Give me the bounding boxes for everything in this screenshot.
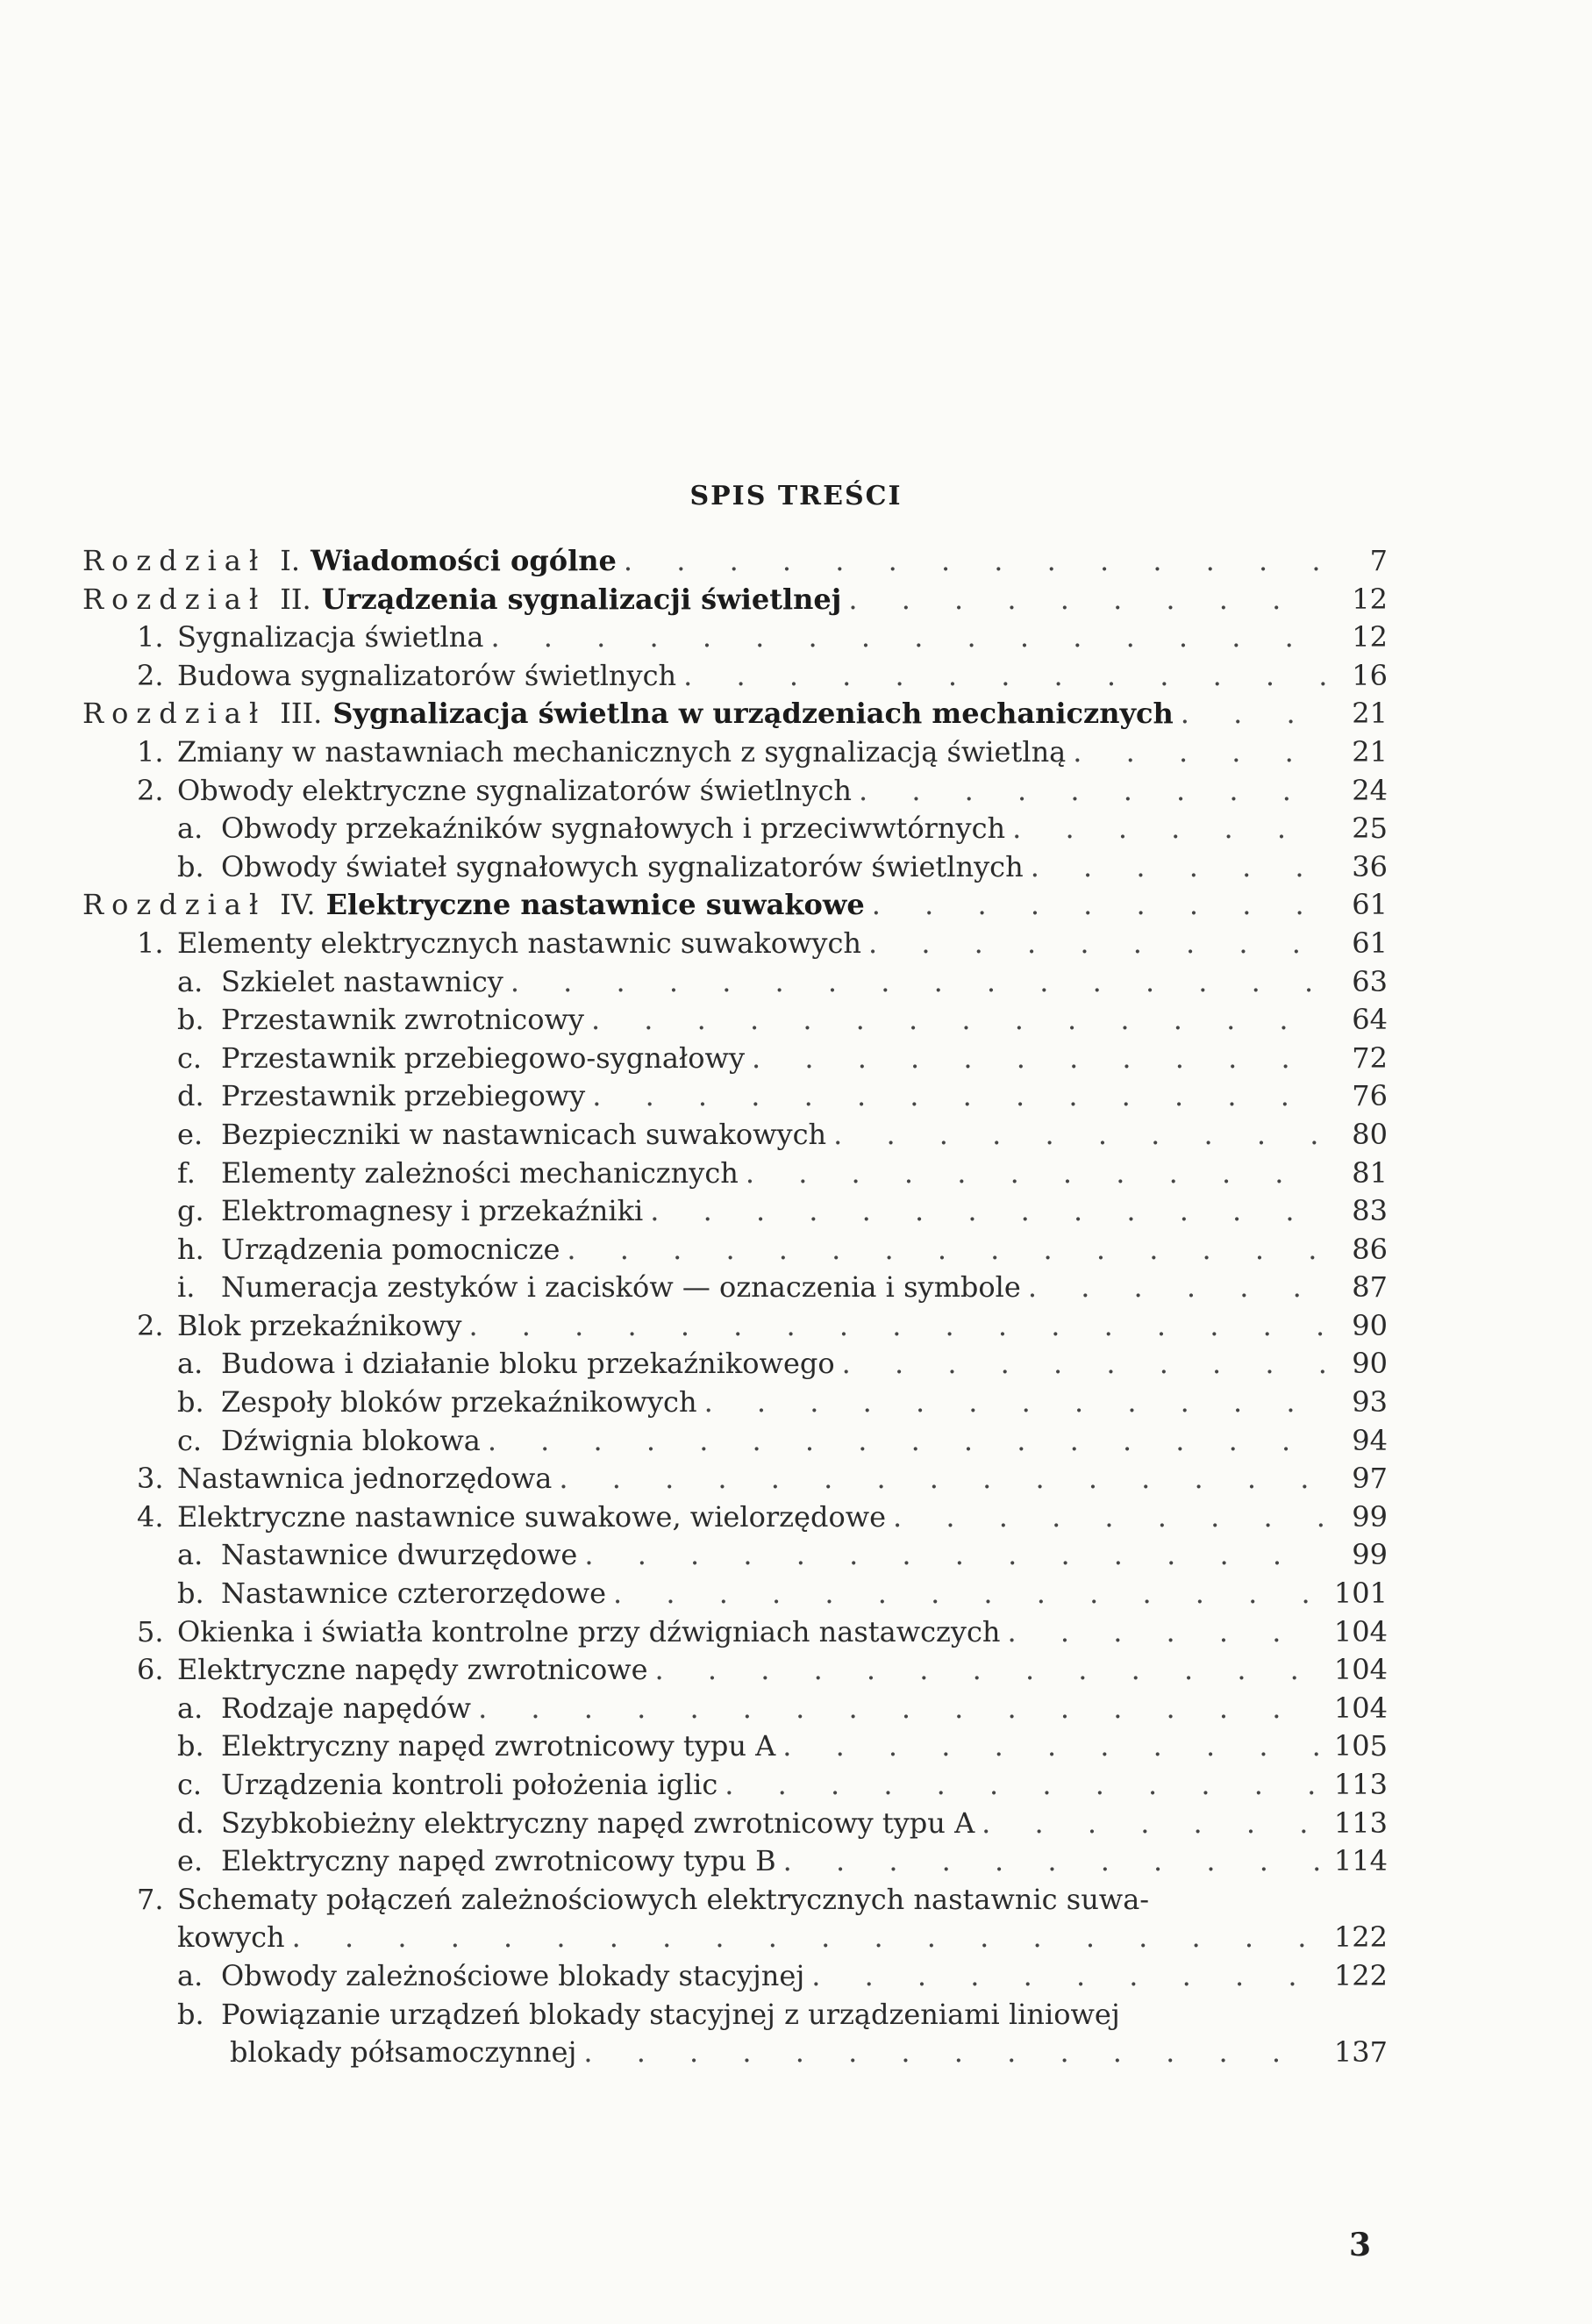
toc-entry [82, 657, 1388, 696]
entry-number: g. [177, 1194, 204, 1228]
entry-page: 113 [1333, 1806, 1388, 1840]
toc-entry [82, 772, 1388, 811]
entry-number: b. [177, 1385, 204, 1419]
entry-page: 83 [1352, 1194, 1388, 1228]
entry-number: a. [177, 812, 203, 846]
entry-number: 7. [137, 1882, 164, 1916]
entry-title: Nastawnice czterorzędowe [221, 1577, 607, 1611]
entry-title: Bezpieczniki w nastawnicach suwakowych [221, 1117, 827, 1151]
dot-leader [704, 1384, 1326, 1422]
dot-leader [752, 1040, 1326, 1078]
entry-page: 64 [1352, 1003, 1388, 1037]
entry-title: Sygnalizacja świetlna w urządzeniach mechanicznych [332, 697, 1174, 731]
entry-page: 61 [1352, 888, 1388, 922]
toc-entry [82, 1498, 1388, 1537]
entry-number: i. [177, 1270, 196, 1305]
dot-leader [567, 1231, 1326, 1269]
toc-entry [82, 1613, 1388, 1652]
entry-title: Powiązanie urządzeń blokady stacyjnej z urządzeniami liniowej [221, 1997, 1120, 2031]
entry-page: 90 [1352, 1308, 1388, 1342]
entry-number: III. [280, 697, 323, 731]
dot-leader [1181, 695, 1326, 733]
entry-title: Elementy zależności mechanicznych [221, 1155, 739, 1190]
entry-title: Rodzaje napędów [221, 1691, 472, 1725]
entry-page: 105 [1333, 1729, 1388, 1763]
toc-entry [82, 1842, 1388, 1881]
dot-leader [584, 1536, 1326, 1575]
entry-number: c. [177, 1040, 203, 1075]
dot-leader [1012, 810, 1326, 848]
dot-leader [848, 581, 1326, 619]
entry-title: Blok przekaźnikowy [177, 1308, 462, 1342]
toc-entry [82, 619, 1388, 657]
entry-page: 104 [1333, 1614, 1388, 1648]
entry-title: Nastawnica jednorzędowa [177, 1462, 553, 1496]
entry-page: 104 [1333, 1653, 1388, 1687]
entry-number: a. [177, 1538, 203, 1572]
dot-leader [783, 1842, 1325, 1881]
dot-leader [868, 925, 1326, 963]
toc-entry [82, 1384, 1388, 1422]
toc-entry [82, 581, 1388, 619]
dot-leader [1028, 1269, 1326, 1307]
entry-title: blokady półsamoczynnej [230, 2035, 577, 2070]
dot-leader [592, 1077, 1326, 1116]
entry-title: Nastawnice dwurzędowe [221, 1538, 578, 1572]
toc-entry [82, 810, 1388, 848]
entry-page: 99 [1352, 1499, 1388, 1534]
toc-entry [82, 1116, 1388, 1155]
entry-title: Numeracja zestyków i zacisków — oznaczenia i symbole [221, 1270, 1021, 1305]
entry-title: Urządzenia sygnalizacji świetlnej [321, 582, 842, 616]
entry-page: 21 [1352, 697, 1388, 731]
entry-title: Elektromagnesy i przekaźniki [221, 1194, 644, 1228]
toc-entry [82, 1422, 1388, 1461]
entry-title: Dźwignia blokowa [221, 1423, 481, 1457]
entry-number: b. [177, 1577, 204, 1611]
toc-entry [82, 542, 1388, 581]
entry-title: Sygnalizacja świetlna [177, 620, 484, 654]
entry-number: c. [177, 1423, 203, 1457]
entry-title: Wiadomości ogólne [311, 544, 617, 577]
entry-page: 21 [1352, 734, 1388, 769]
entry-number: d. [177, 1806, 204, 1840]
entry-title: Przestawnik przebiegowy [221, 1079, 586, 1113]
entry-title: Zmiany w nastawniach mechanicznych z sygnalizacją świetlną [177, 734, 1067, 769]
dot-leader [842, 1345, 1326, 1384]
dot-leader [1031, 848, 1326, 887]
entry-page: 72 [1352, 1040, 1388, 1075]
dot-leader [746, 1155, 1326, 1193]
dot-leader [725, 1766, 1325, 1805]
toc-entry [82, 1805, 1388, 1843]
toc-entry [82, 1727, 1388, 1766]
entry-page: 113 [1333, 1768, 1388, 1801]
entry-title: Elektryczne nastawnice suwakowe [325, 888, 865, 922]
chapter-label: Rozdział [82, 582, 267, 616]
entry-number: a. [177, 1958, 203, 1992]
entry-number: f. [177, 1155, 196, 1190]
toc-entry [82, 925, 1388, 963]
entry-number: d. [177, 1079, 204, 1113]
entry-title: Elektryczne nastawnice suwakowe, wielorzędowe [177, 1499, 887, 1534]
dot-leader [683, 657, 1326, 696]
entry-title: Obwody zależnościowe blokady stacyjnej [221, 1958, 805, 1992]
entry-page: 122 [1333, 1958, 1388, 1992]
dot-leader [1073, 733, 1326, 772]
dot-leader [583, 2034, 1325, 2072]
dot-leader [650, 1192, 1326, 1231]
chapter-label: Rozdział [82, 697, 267, 731]
entry-page: 86 [1352, 1232, 1388, 1266]
toc-entry [82, 2034, 1388, 2072]
entry-title: Zespoły bloków przekaźnikowych [221, 1385, 697, 1419]
entry-number: 2. [137, 773, 164, 807]
entry-page: 63 [1352, 964, 1388, 998]
entry-number: h. [177, 1232, 204, 1266]
entry-number: 2. [137, 658, 164, 692]
entry-page: 24 [1352, 773, 1388, 807]
toc-entry [82, 1269, 1388, 1307]
entry-number: 1. [137, 734, 164, 769]
entry-page: 122 [1333, 1920, 1388, 1955]
entry-page: 114 [1333, 1844, 1388, 1878]
toc-entry [82, 1001, 1388, 1040]
toc-entry [82, 1575, 1388, 1613]
toc-entry [82, 1690, 1388, 1728]
entry-number: 1. [137, 926, 164, 960]
chapter-label: Rozdział [82, 888, 267, 922]
entry-title: Elementy elektrycznych nastawnic suwakowych [177, 926, 861, 960]
entry-title: Obwody świateł sygnałowych sygnalizatorów świetlnych [221, 849, 1024, 883]
entry-page: 104 [1333, 1691, 1388, 1725]
entry-page: 36 [1352, 849, 1388, 883]
entry-number: 2. [137, 1308, 164, 1342]
toc-entry [82, 1996, 1388, 2034]
entry-number: 3. [137, 1462, 164, 1496]
entry-page: 137 [1333, 2035, 1388, 2070]
entry-number: a. [177, 1691, 203, 1725]
entry-title: Schematy połączeń zależnościowych elektrycznych nastawnic suwa- [177, 1882, 1150, 1916]
dot-leader [872, 886, 1326, 925]
toc-entry [82, 1957, 1388, 1996]
dot-leader [510, 963, 1326, 1002]
entry-page: 25 [1352, 812, 1388, 846]
entry-page: 80 [1352, 1117, 1388, 1151]
entry-title: Obwody elektryczne sygnalizatorów świetlnych [177, 773, 852, 807]
entry-title: Urządzenia pomocnicze [221, 1232, 560, 1266]
entry-number: b. [177, 849, 204, 883]
table-of-contents [82, 542, 1388, 2072]
page-number: 3 [1349, 2227, 1372, 2263]
chapter-label: Rozdział [82, 544, 267, 577]
dot-leader [559, 1460, 1326, 1498]
entry-number: 5. [137, 1614, 164, 1648]
entry-page: 94 [1352, 1423, 1388, 1457]
entry-page: 97 [1352, 1462, 1388, 1496]
toc-entry [82, 1536, 1388, 1575]
entry-title: Okienka i światła kontrolne przy dźwigniach nastawczych [177, 1614, 1001, 1648]
entry-number: 4. [137, 1499, 164, 1534]
dot-leader [490, 619, 1326, 657]
toc-entry [82, 1345, 1388, 1384]
entry-page: 87 [1352, 1270, 1388, 1305]
toc-entry [82, 1460, 1388, 1498]
entry-title: Szkielet nastawnicy [221, 964, 503, 998]
toc-entry [82, 733, 1388, 772]
dot-leader [893, 1498, 1326, 1537]
dot-leader [468, 1307, 1326, 1346]
dot-leader [1008, 1613, 1325, 1652]
entry-number: c. [177, 1768, 203, 1801]
entry-title: Szybkobieżny elektryczny napęd zwrotnicowy typu A [221, 1806, 975, 1840]
page-title: SPIS TREŚCI [689, 481, 903, 511]
entry-number: b. [177, 1003, 204, 1037]
entry-number: b. [177, 1997, 204, 2031]
entry-title: Elektryczne napędy zwrotnicowe [177, 1653, 648, 1687]
entry-number: e. [177, 1117, 203, 1151]
toc-entry [82, 886, 1388, 925]
entry-page: 93 [1352, 1385, 1388, 1419]
toc-entry [82, 1192, 1388, 1231]
entry-number: e. [177, 1844, 203, 1878]
entry-title: Przestawnik przebiegowo-sygnałowy [221, 1040, 746, 1075]
entry-title: Elektryczny napęd zwrotnicowy typu A [221, 1729, 776, 1763]
entry-number: 1. [137, 620, 164, 654]
dot-leader [859, 772, 1326, 811]
toc-entry [82, 1077, 1388, 1116]
toc-entry [82, 963, 1388, 1002]
entry-number: II. [280, 582, 311, 616]
dot-leader [624, 542, 1326, 581]
toc-entry [82, 1307, 1388, 1346]
entry-number: a. [177, 964, 203, 998]
toc-entry [82, 1919, 1388, 1957]
entry-title: Urządzenia kontroli położenia iglic [221, 1768, 718, 1801]
dot-leader [655, 1651, 1325, 1690]
entry-title: Elektryczny napęd zwrotnicowy typu B [221, 1844, 776, 1878]
dot-leader [811, 1957, 1325, 1996]
entry-page: 90 [1352, 1347, 1388, 1381]
entry-page: 61 [1352, 926, 1388, 960]
entry-page: 7 [1369, 544, 1388, 577]
dot-leader [488, 1422, 1326, 1461]
entry-page: 12 [1352, 582, 1388, 616]
toc-entry [82, 1231, 1388, 1269]
entry-page: 81 [1352, 1155, 1388, 1190]
toc-entry [82, 848, 1388, 887]
toc-entry [82, 1766, 1388, 1805]
dot-leader [982, 1805, 1325, 1843]
toc-entry [82, 1040, 1388, 1078]
dot-leader [833, 1116, 1326, 1155]
entry-page: 76 [1352, 1079, 1388, 1113]
dot-leader [782, 1727, 1325, 1766]
dot-leader [478, 1690, 1325, 1728]
entry-page: 12 [1352, 620, 1388, 654]
entry-number: IV. [280, 888, 316, 922]
entry-title: Przestawnik zwrotnicowy [221, 1003, 584, 1037]
entry-number: 6. [137, 1653, 164, 1687]
toc-entry [82, 1155, 1388, 1193]
entry-number: I. [280, 544, 301, 577]
entry-title: kowych [177, 1920, 285, 1955]
dot-leader [292, 1919, 1325, 1957]
entry-title: Budowa sygnalizatorów świetlnych [177, 658, 677, 692]
dot-leader [613, 1575, 1325, 1613]
entry-number: a. [177, 1347, 203, 1381]
entry-page: 101 [1333, 1577, 1388, 1611]
toc-entry [82, 1651, 1388, 1690]
entry-page: 99 [1352, 1538, 1388, 1572]
entry-title: Budowa i działanie bloku przekaźnikowego [221, 1347, 835, 1381]
entry-page: 16 [1352, 658, 1388, 692]
dot-leader [591, 1001, 1326, 1040]
toc-entry [82, 1881, 1388, 1920]
entry-title: Obwody przekaźników sygnałowych i przeciwwtórnych [221, 812, 1006, 846]
toc-entry [82, 695, 1388, 733]
entry-number: b. [177, 1729, 204, 1763]
